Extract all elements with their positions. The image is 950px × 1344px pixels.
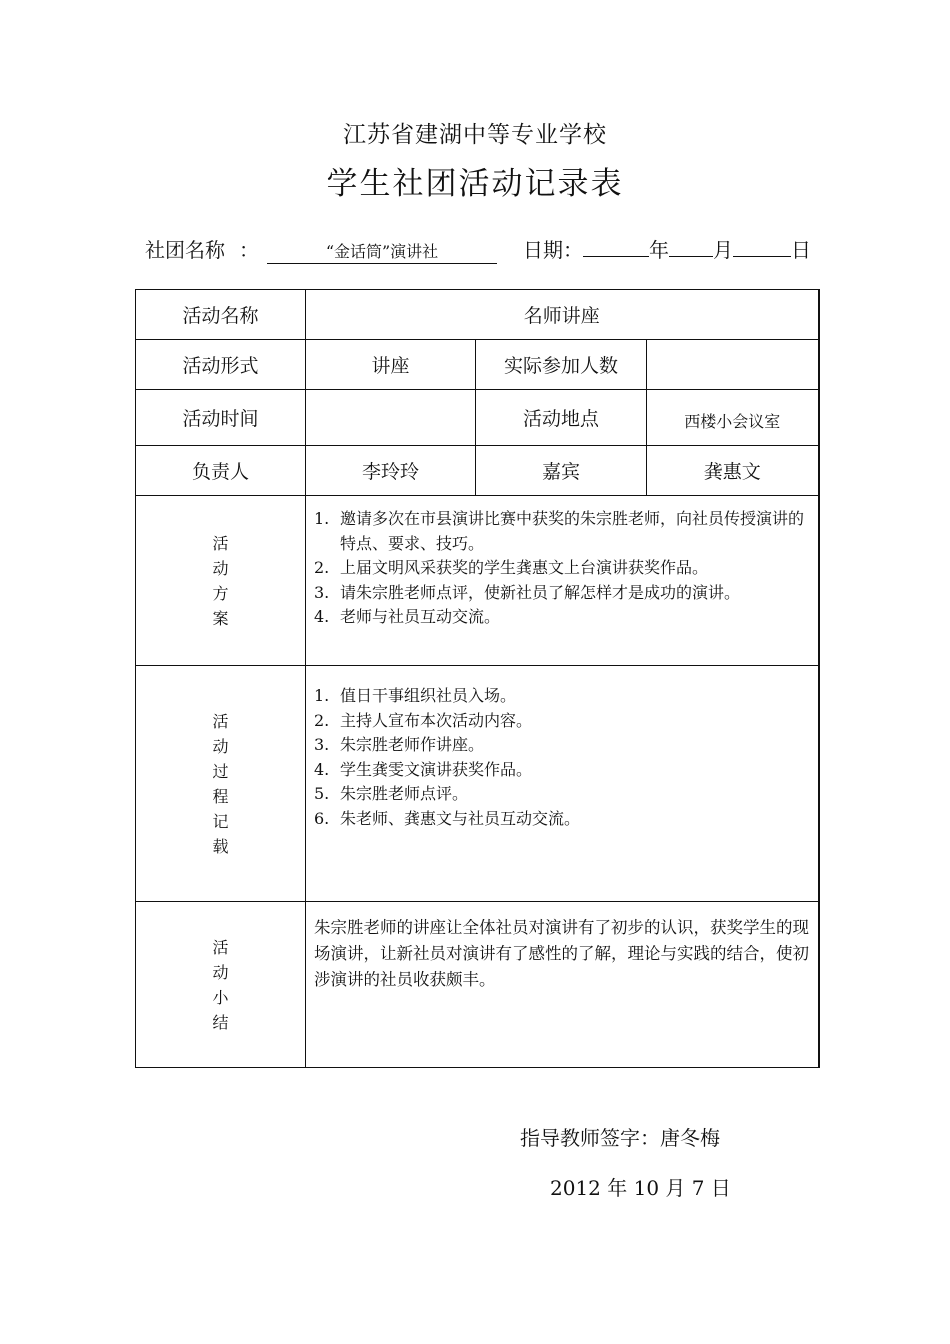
table-row	[136, 666, 819, 902]
list-item	[314, 507, 810, 556]
leader-value: 李玲玲	[306, 446, 476, 496]
day-label: 日	[791, 238, 811, 262]
list-item-text: 请朱宗胜老师点评，使新社员了解怎样才是成功的演讲。	[340, 582, 741, 602]
label-char: 案	[212, 608, 229, 628]
activity-plan-label	[212, 531, 228, 631]
date-label: 日期：	[523, 238, 583, 262]
activity-location-label: 活动地点	[476, 390, 647, 446]
label-char: 活	[212, 711, 229, 731]
activity-plan-label-cell	[136, 496, 306, 666]
table-row	[136, 902, 819, 1068]
activity-summary-label-cell	[136, 902, 306, 1068]
activity-location-value: 西楼小会议室	[647, 390, 819, 446]
activity-process-label	[212, 709, 228, 859]
activity-plan-content	[306, 496, 819, 666]
table-row	[136, 340, 819, 390]
list-item-number: 2.	[314, 558, 330, 578]
label-char: 载	[212, 836, 229, 856]
teacher-signature: 指导教师签字：唐冬梅	[520, 1126, 720, 1150]
label-char: 活	[212, 937, 229, 957]
activity-summary-text: 朱宗胜老师的讲座让全体社员对演讲有了初步的认识，获奖学生的现场演讲，让新社员对演讲有了感性的了解，理论与实践的结合，使初涉演讲的社员收获颇丰。	[314, 917, 809, 989]
list-item	[314, 684, 810, 709]
day-blank	[733, 238, 791, 257]
activity-time-label: 活动时间	[136, 390, 306, 446]
table-row	[136, 496, 819, 666]
table-row	[136, 446, 819, 496]
list-item-text: 值日干事组织社员入场。	[340, 686, 517, 705]
label-char: 方	[212, 583, 229, 603]
label-char: 程	[212, 786, 229, 806]
guest-value: 龚惠文	[647, 446, 819, 496]
year-blank	[583, 238, 649, 257]
list-item-number: 2.	[314, 710, 330, 730]
club-name-label: 社团名称	[145, 238, 225, 262]
year-label: 年	[649, 238, 669, 262]
list-item	[314, 782, 810, 807]
table-row	[136, 290, 819, 340]
month-label: 月	[713, 238, 733, 262]
list-item-number: 4.	[314, 607, 330, 627]
activity-process-list	[314, 684, 810, 831]
club-name-value: “金话筒”演讲社	[267, 239, 497, 264]
list-item-text: 朱老师、龚惠文与社员互动交流。	[340, 808, 581, 828]
list-item-text: 学生龚雯文演讲获奖作品。	[340, 759, 533, 779]
activity-record-table	[135, 289, 820, 1068]
leader-label: 负责人	[136, 446, 306, 496]
activity-time-value	[306, 390, 476, 446]
list-item	[314, 581, 810, 606]
list-item-number: 5.	[314, 784, 330, 803]
participants-value	[647, 340, 819, 390]
list-item-number: 6.	[314, 808, 330, 828]
list-item-text: 朱宗胜老师作讲座。	[340, 735, 485, 754]
list-item-text: 朱宗胜老师点评。	[340, 784, 469, 803]
activity-summary-content	[306, 902, 819, 1068]
label-char: 记	[212, 811, 229, 831]
list-item	[314, 605, 810, 630]
label-char: 活	[212, 533, 229, 553]
activity-name-value: 名师讲座	[306, 290, 819, 340]
list-item	[314, 733, 810, 758]
form-meta-line	[145, 234, 811, 264]
participants-label: 实际参加人数	[476, 340, 647, 390]
list-item-number: 4.	[314, 759, 330, 779]
signature-date: 2012 年 10 月 7 日	[550, 1176, 731, 1200]
list-item-number: 1.	[314, 509, 330, 529]
activity-process-label-cell	[136, 666, 306, 902]
list-item-text: 上届文明风采获奖的学生龚惠文上台演讲获奖作品。	[340, 558, 709, 578]
school-name: 江苏省建湖中等专业学校	[343, 122, 607, 148]
form-title: 学生社团活动记录表	[326, 166, 624, 202]
activity-summary-label	[212, 935, 228, 1035]
table-row	[136, 390, 819, 446]
list-item	[314, 709, 810, 734]
activity-form-value: 讲座	[306, 340, 476, 390]
label-char: 过	[212, 761, 229, 781]
list-item-number: 1.	[314, 686, 330, 705]
list-item-text: 邀请多次在市县演讲比赛中获奖的朱宗胜老师，向社员传授演讲的特点、要求、技巧。	[340, 509, 805, 553]
label-char: 动	[212, 962, 229, 982]
label-char: 小	[212, 987, 229, 1007]
list-item	[314, 758, 810, 783]
month-blank	[669, 238, 713, 257]
activity-name-label: 活动名称	[136, 290, 306, 340]
list-item-number: 3.	[314, 735, 330, 754]
list-item-text: 老师与社员互动交流。	[340, 607, 501, 627]
guest-label: 嘉宾	[476, 446, 647, 496]
list-item	[314, 807, 810, 832]
list-item	[314, 556, 810, 581]
list-item-number: 3.	[314, 582, 330, 602]
activity-process-content	[306, 666, 819, 902]
label-char: 动	[212, 558, 229, 578]
activity-plan-list	[314, 507, 810, 630]
list-item-text: 主持人宣布本次活动内容。	[340, 710, 533, 730]
label-char: 结	[212, 1012, 229, 1032]
club-name-colon: ：	[239, 238, 259, 262]
label-char: 动	[212, 736, 229, 756]
activity-form-label: 活动形式	[136, 340, 306, 390]
